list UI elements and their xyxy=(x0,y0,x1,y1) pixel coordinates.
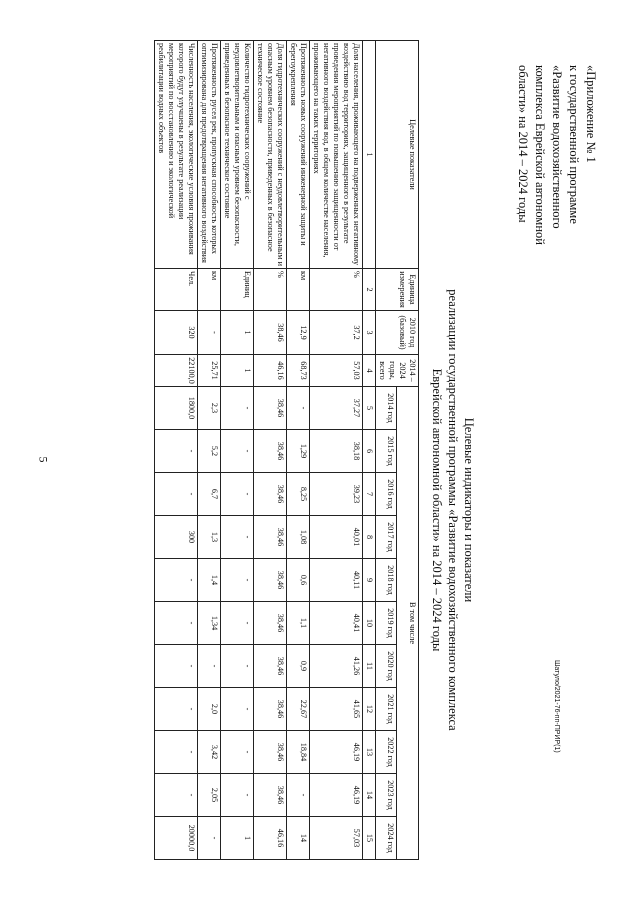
indicator-unit: % xyxy=(254,269,287,311)
header-base: 2010 год (базовый) xyxy=(376,311,419,355)
header-year: 2022 год xyxy=(376,731,398,774)
column-number: 9 xyxy=(363,559,376,602)
year-value: 3,42 xyxy=(198,731,221,774)
table-row xyxy=(254,41,287,860)
year-value: 46,16 xyxy=(254,817,287,860)
header-year: 2016 год xyxy=(376,473,398,516)
header-row xyxy=(397,41,419,860)
year-value: 38,46 xyxy=(254,430,287,473)
year-value: - xyxy=(287,387,310,430)
header-year: 2020 год xyxy=(376,645,398,688)
year-value: - xyxy=(221,559,254,602)
year-value: - xyxy=(155,602,198,645)
header-year: 2021 год xyxy=(376,688,398,731)
year-value: 38,46 xyxy=(254,473,287,516)
year-value: 1,3 xyxy=(198,516,221,559)
table-row xyxy=(198,41,221,860)
year-value: 41,65 xyxy=(310,688,363,731)
year-value: 18,84 xyxy=(287,731,310,774)
year-value: 40,11 xyxy=(310,559,363,602)
header-year: 2023 год xyxy=(376,774,398,817)
year-value: 38,46 xyxy=(254,516,287,559)
total-value: 22100,0 xyxy=(155,355,198,387)
base-value: 320 xyxy=(155,311,198,355)
column-number: 12 xyxy=(363,688,376,731)
indicator-unit: % xyxy=(310,269,363,311)
year-value: - xyxy=(155,559,198,602)
year-value: 0,6 xyxy=(287,559,310,602)
year-value: 57,03 xyxy=(310,817,363,860)
header-including: В том числе xyxy=(397,387,419,860)
title-line: Еврейской автономной области» на 2014 – 2024 годы xyxy=(430,368,444,652)
table-row xyxy=(155,41,198,860)
year-value: - xyxy=(155,731,198,774)
table-row xyxy=(287,41,310,860)
appendix-line: «Развитие водохозяйственного xyxy=(550,65,564,229)
year-value: - xyxy=(155,774,198,817)
year-value: 8,25 xyxy=(287,473,310,516)
year-value: 5,2 xyxy=(198,430,221,473)
base-value: 12,9 xyxy=(287,311,310,355)
total-value: 68,73 xyxy=(287,355,310,387)
total-value: 46,16 xyxy=(254,355,287,387)
column-number: 1 xyxy=(363,41,376,269)
year-value: 46,19 xyxy=(310,774,363,817)
column-number: 15 xyxy=(363,817,376,860)
header-year: 2014 год xyxy=(376,387,398,430)
column-number: 2 xyxy=(363,269,376,311)
base-value: 1 xyxy=(221,311,254,355)
title-line: реализации государственной программы «Развитие водохозяйственного комплекса xyxy=(446,289,460,731)
year-value: 2,0 xyxy=(198,688,221,731)
year-value: 0,9 xyxy=(287,645,310,688)
year-value: 38,18 xyxy=(310,430,363,473)
year-value: 2,05 xyxy=(198,774,221,817)
year-value: 1800,0 xyxy=(155,387,198,430)
year-value: - xyxy=(221,516,254,559)
year-value: 37,27 xyxy=(310,387,363,430)
appendix-line: «Приложение № 1 xyxy=(584,65,598,163)
indicator-name: Протяженность новых сооружений инженерной защиты и берегоукрепления xyxy=(287,41,310,269)
year-value: - xyxy=(221,688,254,731)
total-value: 1 xyxy=(221,355,254,387)
year-value: - xyxy=(155,688,198,731)
column-number: 13 xyxy=(363,731,376,774)
column-number-row xyxy=(363,41,376,860)
column-number: 7 xyxy=(363,473,376,516)
year-value: 40,41 xyxy=(310,602,363,645)
header-year: 2018 год xyxy=(376,559,398,602)
appendix-note xyxy=(514,65,599,325)
year-value: 38,46 xyxy=(254,774,287,817)
year-value: 46,19 xyxy=(310,731,363,774)
year-value: - xyxy=(198,645,221,688)
column-number: 4 xyxy=(363,355,376,387)
indicator-unit: км xyxy=(287,269,310,311)
year-value: 1,34 xyxy=(198,602,221,645)
appendix-line: области» на 2014 – 2024 годы xyxy=(516,65,530,223)
document-title xyxy=(429,250,477,770)
year-value: - xyxy=(287,774,310,817)
year-value: - xyxy=(221,731,254,774)
year-value: 1,1 xyxy=(287,602,310,645)
year-value: - xyxy=(221,645,254,688)
total-value: 25,71 xyxy=(198,355,221,387)
year-value: 1 xyxy=(221,817,254,860)
year-value: - xyxy=(155,645,198,688)
column-number: 8 xyxy=(363,516,376,559)
year-value: - xyxy=(198,817,221,860)
column-number: 5 xyxy=(363,387,376,430)
footer-reference: Шатуло/2021-76-пп-ПРИР(1) xyxy=(553,660,560,753)
total-value: 57,03 xyxy=(310,355,363,387)
header-year: 2024 год xyxy=(376,817,398,860)
table-row xyxy=(221,41,254,860)
indicator-name: Протяженность русел рек, пропускная способность которых оптимизирована для предотвращения негативного воздействия xyxy=(198,41,221,269)
header-year: 2019 год xyxy=(376,602,398,645)
year-value: 6,7 xyxy=(198,473,221,516)
indicator-unit: Единиц xyxy=(221,269,254,311)
year-value: 40,01 xyxy=(310,516,363,559)
indicator-name: Доля населения, проживающего на подверженных негативному воздействию вод территориях, защищенного в результате проведения мероприятий по повышению защищенности от негативного воздействия вод, в общем количестве населения, проживающего на таких территориях xyxy=(310,41,363,269)
year-value: 38,46 xyxy=(254,387,287,430)
column-number: 6 xyxy=(363,430,376,473)
year-value: - xyxy=(155,430,198,473)
indicator-name: Доля гидротехнических сооружений с неудовлетворительным и опасным уровнем безопасности, приведенных в безопасное техническое состояние xyxy=(254,41,287,269)
year-value: - xyxy=(221,387,254,430)
year-value: 1,29 xyxy=(287,430,310,473)
year-value: 14 xyxy=(287,817,310,860)
year-value: 38,46 xyxy=(254,645,287,688)
year-value: 39,23 xyxy=(310,473,363,516)
header-indicator: Целевые показатели xyxy=(376,41,419,269)
year-value: 22,67 xyxy=(287,688,310,731)
year-value: 38,46 xyxy=(254,688,287,731)
table-row xyxy=(310,41,363,860)
header-total: 2014 – 2024 годы, всего xyxy=(376,355,419,387)
year-value: 20000,0 xyxy=(155,817,198,860)
base-value: - xyxy=(198,311,221,355)
column-number: 10 xyxy=(363,602,376,645)
page-number: 5 xyxy=(36,456,51,463)
year-value: 1,4 xyxy=(198,559,221,602)
column-number: 11 xyxy=(363,645,376,688)
indicator-unit: км xyxy=(198,269,221,311)
year-value: - xyxy=(155,473,198,516)
indicators-table xyxy=(154,40,419,860)
indicator-name: Численность населения, экологические условия проживания которого будут улучшены в результате реализации мероприятий по восстановлению и экологической реабилитации водных объектов xyxy=(155,41,198,269)
table-body xyxy=(155,41,363,860)
header-year: 2017 год xyxy=(376,516,398,559)
year-value: 41,26 xyxy=(310,645,363,688)
year-value: - xyxy=(221,430,254,473)
year-value: 300 xyxy=(155,516,198,559)
year-value: 2,3 xyxy=(198,387,221,430)
title-line: Целевые индикаторы и показатели xyxy=(462,417,476,603)
header-unit: Единица измерения xyxy=(376,269,419,311)
column-number: 14 xyxy=(363,774,376,817)
base-value: 38,46 xyxy=(254,311,287,355)
header-year: 2015 год xyxy=(376,430,398,473)
appendix-line: комплекса Еврейской автономной xyxy=(533,65,547,245)
year-value: 1,08 xyxy=(287,516,310,559)
year-value: 38,46 xyxy=(254,559,287,602)
year-value: - xyxy=(221,602,254,645)
base-value: 37,2 xyxy=(310,311,363,355)
appendix-line: к государственной программе xyxy=(567,65,581,224)
year-value: - xyxy=(221,774,254,817)
column-number: 3 xyxy=(363,311,376,355)
year-value: 38,46 xyxy=(254,602,287,645)
year-value: 38,46 xyxy=(254,731,287,774)
indicator-unit: Чел. xyxy=(155,269,198,311)
year-value: - xyxy=(221,473,254,516)
indicator-name: Количество гидротехнических сооружений с неудовлетворительным и опасным уровнем безопасности, приведенных в безопасное техническое состояние xyxy=(221,41,254,269)
